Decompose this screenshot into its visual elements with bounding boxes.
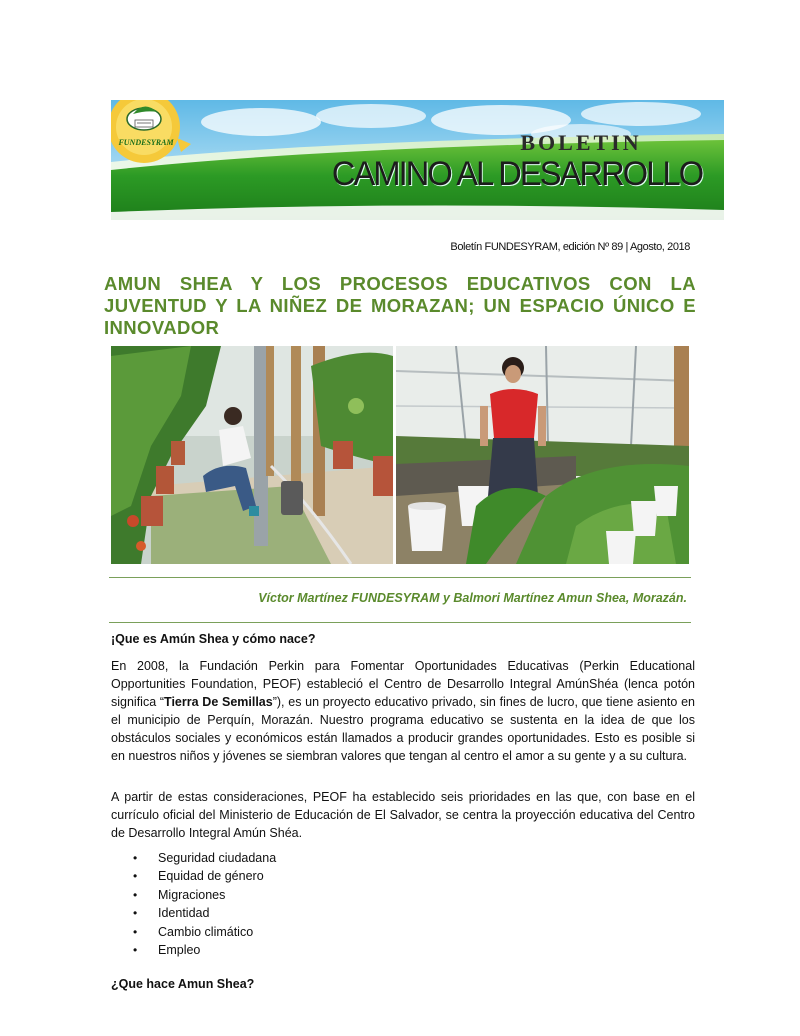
article-headline: AMUN SHEA Y LOS PROCESOS EDUCATIVOS CON LA JUVENTUD Y LA NIÑEZ DE MORAZAN; UN ESPACIO ÚNICO E INNOVADOR <box>104 273 696 338</box>
fundesyram-logo <box>111 100 183 160</box>
list-item: • Equidad de género <box>111 867 611 885</box>
greenhouse-standing-woman-icon <box>396 346 689 564</box>
list-item: • Identidad <box>111 904 611 922</box>
photo-caption: Víctor Martínez FUNDESYRAM y Balmori Martínez Amun Shea, Morazán. <box>258 591 687 605</box>
paragraph-origin-start: En 2008, la Fundación Perkin para Fomentar Oportunidades Educativas (Perkin Educational Opportunities Foundation, PEOF) estableció el Centro de Desarrollo Integral AmúnShéa (lenca potón significa “ <box>111 659 695 709</box>
list-item: • Migraciones <box>111 886 611 904</box>
list-item: • Seguridad ciudadana <box>111 849 611 867</box>
newsletter-banner <box>111 100 724 220</box>
section-heading-que-es: ¡Que es Amún Shea y cómo nace? <box>111 632 316 646</box>
list-item: • Cambio climático <box>111 923 611 941</box>
photo-greenhouse-right <box>396 346 689 564</box>
priorities-list <box>111 849 611 959</box>
paragraph-origin-end: ”), es un proyecto educativo privado, sin fines de lucro, que tiene asiento en el municipio de Perquín, Morazán. Nuestro programa educativo se sustenta en la idea de que los obstáculos sociales y económicos están llamados a producir grandes oportunidades. Esto es posible si en nuestros niños y jóvenes se siembran valores que tengan al centro el amor a su gente y a su cultura. <box>111 695 695 763</box>
bottom-divider <box>109 622 691 623</box>
paragraph-priorities: A partir de estas consideraciones, PEOF ha establecido seis prioridades en las que, con base en el currículo oficial del Ministerio de Educación de El Salvador, se centra la proyección educativa del Centro de Desarrollo Integral Amún Shéa. <box>111 790 695 840</box>
list-item: • Empleo <box>111 941 611 959</box>
banner-label: BOLETIN <box>520 130 642 155</box>
top-divider <box>109 577 691 578</box>
banner-title: CAMINO AL DESARROLLO <box>331 155 703 193</box>
section-heading-que-hace: ¿Que hace Amun Shea? <box>111 977 255 991</box>
greenhouse-kneeling-woman-icon <box>111 346 393 564</box>
edition-line: Boletín FUNDESYRAM, edición Nº 89 | Agosto, 2018 <box>450 241 690 253</box>
logo-text: FUNDESYRAM <box>118 138 174 147</box>
paragraph-origin-emphasis: Tierra De Semillas <box>164 695 273 709</box>
photo-greenhouse-left <box>111 346 393 564</box>
paragraph-origin <box>111 657 695 765</box>
